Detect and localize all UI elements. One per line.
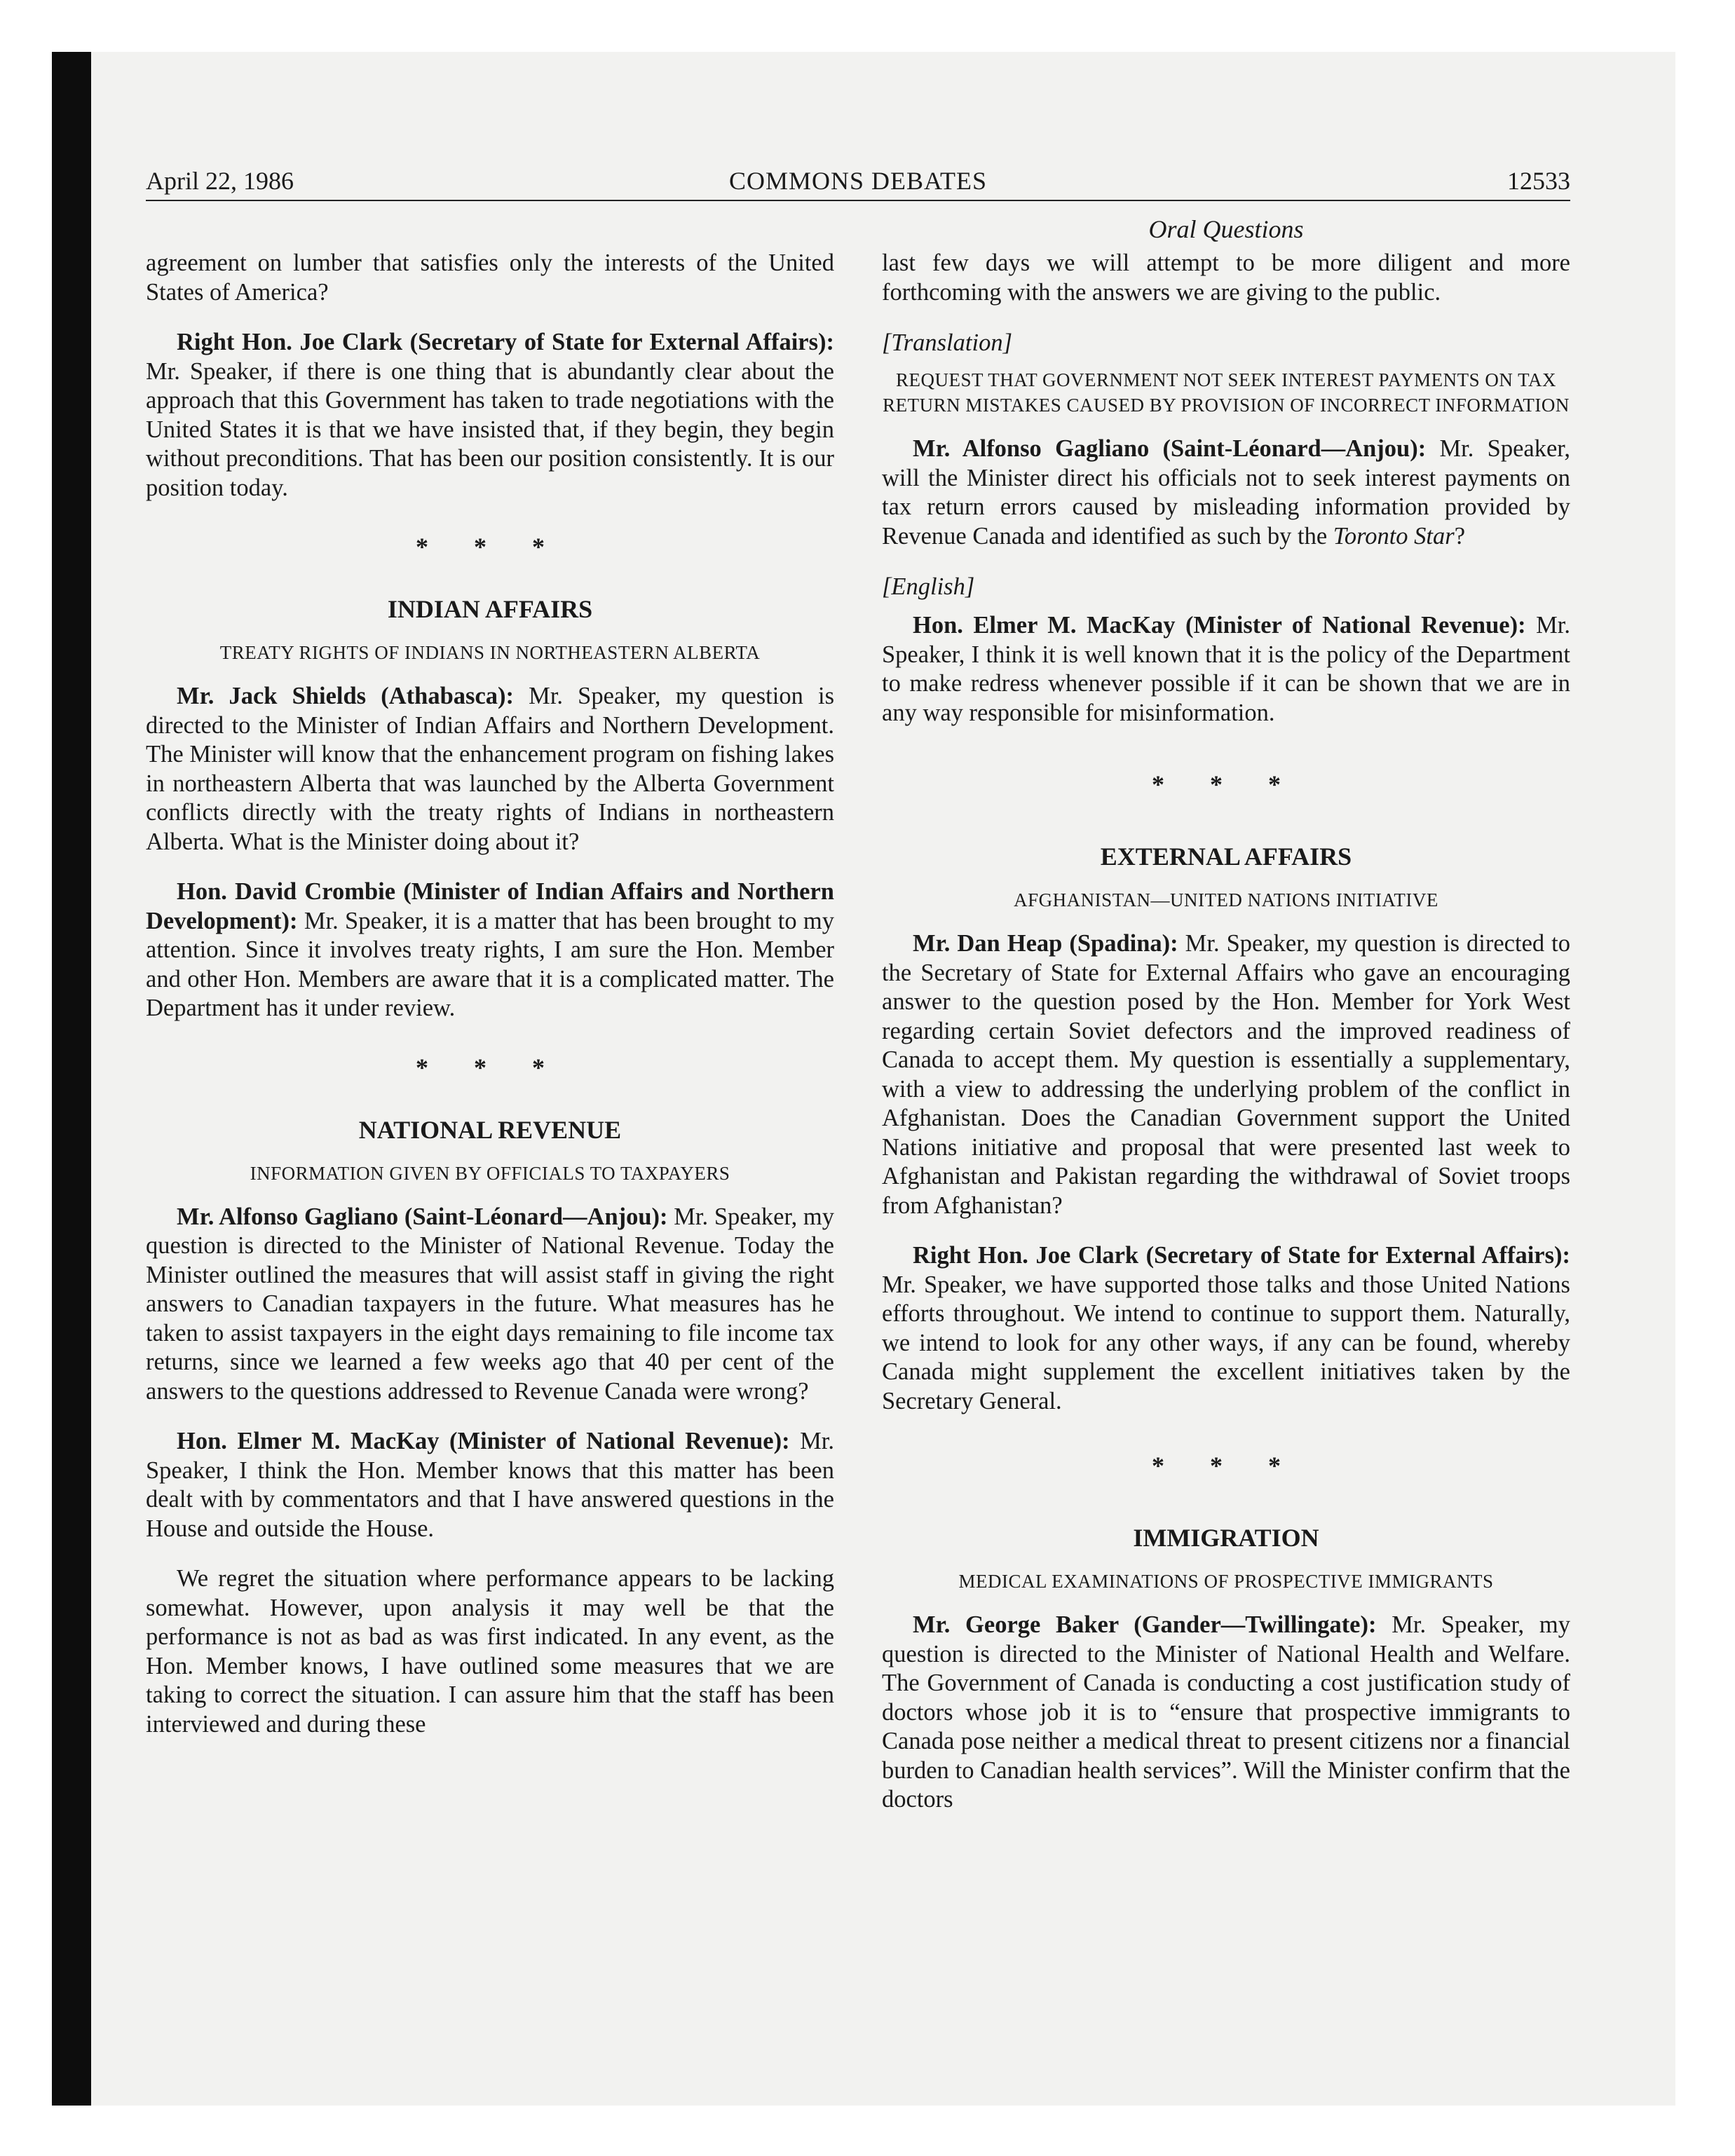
language-marker: [Translation]	[882, 329, 1012, 356]
subsection-heading: MEDICAL EXAMINATIONS OF PROSPECTIVE IMMIGRANTS	[958, 1571, 1494, 1592]
section-separator: * * *	[416, 533, 564, 561]
paragraph-text: last few days we will attempt to be more diligent and more forthcoming with the answers we are giving to the public.	[882, 250, 1570, 306]
section-heading: EXTERNAL AFFAIRS	[1100, 842, 1352, 871]
paragraph	[882, 249, 1570, 307]
speech-text: Mr. Speaker, my question is directed to the Minister of National Revenue. Today the Minister outlined the measures that will assist staff in giving the right answers to Canadian taxpayers in the future. What measures has he taken to assist taxpayers in the eight days remaining to file income tax returns, since we learned a few weeks ago that 40 per cent of the answers to the questions addressed to Revenue Canada were wrong?	[146, 1203, 834, 1405]
paragraph	[146, 249, 834, 307]
speech-text: Mr. Speaker, it is a matter that has been brought to my attention. Since it involves treaty rights, I am sure the Hon. Member and other Hon. Members are aware that it is a complicated matter. The Department has it under review.	[146, 907, 834, 1021]
section-separator: * * *	[416, 1053, 564, 1082]
speaker-name: Hon. David Crombie (Minister of Indian Affairs and Northern Development):	[146, 878, 834, 934]
speech	[882, 435, 1570, 551]
section-label: Oral Questions	[1148, 215, 1304, 243]
subsection-heading: TREATY RIGHTS OF INDIANS IN NORTHEASTERN ALBERTA	[219, 642, 761, 663]
speech	[882, 1241, 1570, 1416]
section-heading: IMMIGRATION	[1133, 1524, 1319, 1552]
speaker-name: Mr. Alfonso Gagliano (Saint-Léonard—Anjou):	[913, 435, 1427, 462]
speech	[882, 1611, 1570, 1815]
speech	[146, 1427, 834, 1543]
speech-text: Mr. Speaker, will the Minister direct his officials not to seek interest payments on tax return errors caused by misleading information provided by Revenue Canada and identified as such by the	[882, 435, 1570, 550]
paragraph-text: agreement on lumber that satisfies only the interests of the United States of America?	[146, 250, 834, 306]
scan-edge	[52, 52, 91, 2106]
speech	[146, 682, 834, 857]
header-date: April 22, 1986	[146, 167, 294, 195]
speech-text: Mr. Speaker, I think the Hon. Member knows that this matter has been dealt with by commentators and that I have answered questions in the House and outside the House.	[146, 1428, 835, 1542]
speech-text: Mr. Speaker, my question is directed to the Minister of Indian Affairs and Northern Development. The Minister will know that the enhancement program on fishing lakes in northeastern Alberta that was launched by the Alberta Government conflicts directly with the treaty rights of Indians in northeastern Alberta. What is the Minister doing about it?	[146, 683, 835, 855]
subsection-heading: INFORMATION GIVEN BY OFFICIALS TO TAXPAYERS	[250, 1162, 730, 1184]
columns	[146, 249, 1570, 1836]
speech-text: Mr. Speaker, we have supported those talks and those United Nations efforts throughout. We intend to continue to support them. Naturally, we intend to look for any other ways, if any can be found, whereby Canada might supplement the excellent initiatives taken by the Secretary General.	[882, 1271, 1570, 1414]
running-head	[146, 165, 1570, 197]
speaker-name: Mr. George Baker (Gander—Twillingate):	[913, 1611, 1377, 1638]
speech	[882, 611, 1570, 728]
speech-text: Mr. Speaker, I think it is well known that it is the policy of the Department to make redress whenever possible if it can be shown that we are in any way responsible for misinformation.	[882, 612, 1571, 726]
speaker-name: Mr. Dan Heap (Spadina):	[913, 930, 1178, 957]
paragraph-text: We regret the situation where performance appears to be lacking somewhat. However, upon analysis it may well be that the performance is not as bad as was first indicated. In any event, as the Hon. Member knows, I have outlined some measures that we are taking to correct the situation. I can assure him that the staff has been interviewed and during these	[146, 1565, 834, 1738]
language-marker: [English]	[882, 573, 975, 600]
speech-text: Mr. Speaker, my question is directed to the Minister of National Health and Welfare. The Government of Canada is conducting a cost justification study of doctors whose job it is to “ensure that prospective immigrants to Canada pose neither a medical threat to present citizens nor a financial burden to Canadian health services”. Will the Minister confirm that the doctors	[882, 1611, 1570, 1813]
right-column	[882, 249, 1570, 1836]
section-separator: * * *	[1152, 1452, 1300, 1480]
document-page	[146, 165, 1570, 2085]
subsection-heading: AFGHANISTAN—UNITED NATIONS INITIATIVE	[1014, 889, 1438, 910]
speech-text: Mr. Speaker, if there is one thing that is abundantly clear about the approach that this Government has taken to trade negotiations with the United States it is that we have insisted that, if they begin, they begin without preconditions. That has been our position consistently. It is our position today.	[146, 357, 834, 501]
speech-text-end: ?	[1454, 522, 1466, 550]
subsection-heading: REQUEST THAT GOVERNMENT NOT SEEK INTEREST PAYMENTS ON TAX RETURN MISTAKES CAUSED BY PROVISION OF INCORRECT INFORMATION	[883, 369, 1570, 416]
section-separator: * * *	[1152, 770, 1300, 798]
speech	[146, 1203, 834, 1407]
speaker-name: Hon. Elmer M. MacKay (Minister of National Revenue):	[177, 1428, 790, 1454]
header-title: COMMONS DEBATES	[728, 167, 988, 195]
page-number: 12533	[1507, 167, 1570, 195]
left-column	[146, 249, 834, 1836]
section-heading: INDIAN AFFAIRS	[387, 595, 593, 623]
speaker-name: Mr. Jack Shields (Athabasca):	[177, 683, 514, 709]
speaker-name: Right Hon. Joe Clark (Secretary of State for External Affairs):	[177, 329, 834, 355]
paragraph	[146, 1564, 834, 1739]
speaker-name: Right Hon. Joe Clark (Secretary of State for External Affairs):	[913, 1242, 1570, 1269]
speaker-name: Mr. Alfonso Gagliano (Saint-Léonard—Anjou):	[177, 1203, 668, 1230]
speaker-name: Hon. Elmer M. MacKay (Minister of National Revenue):	[913, 612, 1526, 639]
section-heading: NATIONAL REVENUE	[358, 1115, 622, 1144]
speech	[146, 328, 834, 503]
header-rule	[146, 200, 1570, 201]
speech	[882, 929, 1570, 1220]
speech-text: Mr. Speaker, my question is directed to the Secretary of State for External Affairs who gave an encouraging answer to the question posed by the Hon. Member for York West regarding certain Soviet defectors and the improved readiness of Canada to accept them. My question is essentially a supplementary, with a view to addressing the underlying problem of the conflict in Afghanistan. Does the Canadian Government support the United Nations initiative and proposal that were presented last week to Afghanistan and Pakistan regarding the withdrawal of Soviet troops from Afghanistan?	[882, 930, 1571, 1219]
newspaper-title: Toronto Star	[1333, 522, 1455, 550]
speech	[146, 878, 834, 1023]
